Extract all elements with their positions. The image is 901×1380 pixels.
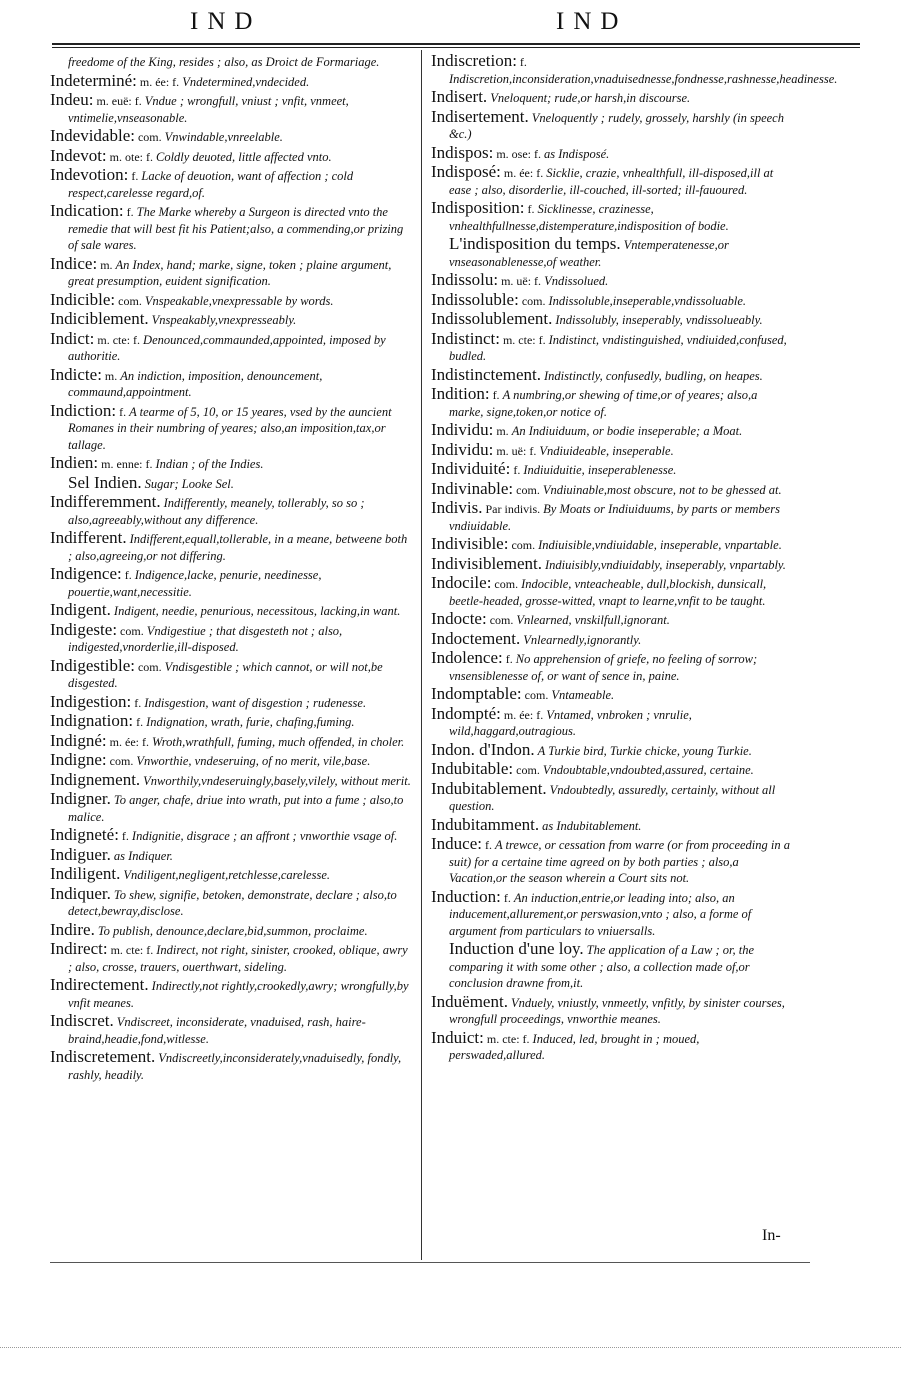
entry-definition: freedome of the King, resides ; also, as Droict de Formariage. — [68, 55, 380, 69]
entry-headword: Indissoluble: — [431, 289, 519, 309]
entry-grammar: com. — [491, 577, 522, 591]
entry-definition: To shew, signifie, betoken, demonstrate, declare ; also,to detect,bewray,disclose. — [68, 887, 397, 918]
dictionary-entry — [50, 128, 414, 146]
entry-definition: Vndue ; wrongfull, vniust ; vnfit, vnmeet, vntimelie,vnseasonable. — [68, 94, 349, 125]
entry-headword: Indigestion: — [50, 691, 132, 711]
entry-definition: Vndiuideable, inseperable. — [539, 443, 674, 458]
entry-definition: Indiuisible,vndiuidable, inseperable, vnpartable. — [538, 538, 782, 552]
entry-definition: Vneloquently ; rudely, grossely, harshly (in speech &c.) — [449, 110, 784, 141]
entry-grammar: m. — [97, 257, 116, 272]
entry-definition: Indiscretion,inconsideration,vnaduisednesse,fondnesse,rashnesse,headinesse. — [449, 71, 838, 86]
entry-headword: Indire. — [50, 919, 95, 939]
dictionary-entry — [50, 919, 414, 940]
entry-grammar: f. — [133, 715, 147, 729]
entry-headword: Indirect: — [50, 939, 108, 958]
dictionary-entry — [50, 844, 414, 865]
entry-headword: Indisposition: — [431, 198, 525, 217]
entry-definition: Indigence,lacke, penurie, needinesse, pouertie,want,necessitie. — [68, 568, 322, 599]
right-column — [431, 51, 838, 1066]
dictionary-entry — [431, 236, 793, 270]
entry-definition: Indiuiduitie, inseperablenesse. — [523, 463, 677, 477]
entry-headword: Indispos: — [431, 142, 494, 162]
entry-headword: Indevotion: — [50, 165, 129, 184]
entry-definition: By Moats or Indiuiduums, by parts or members vndiuidable. — [449, 502, 780, 533]
catchword: In- — [762, 1227, 781, 1244]
entry-headword: Indignation: — [50, 711, 134, 730]
dictionary-entry — [50, 203, 414, 254]
entry-headword: Indivinable: — [431, 478, 514, 498]
dictionary-entry — [431, 51, 838, 87]
dictionary-entry — [50, 602, 414, 620]
entry-grammar: m. cte: f. — [499, 332, 549, 347]
entry-grammar: f. — [481, 838, 495, 852]
entry-headword: Indict: — [50, 328, 95, 348]
entry-grammar: f. — [116, 404, 130, 419]
entry-definition: Vndoubtable,vndoubted,assured, certaine. — [542, 763, 754, 777]
entry-grammar: com. — [513, 482, 543, 497]
entry-definition: Indirectly,not rightly,crookedly,awry; wrongfully,by vnfit meanes. — [68, 979, 409, 1010]
dictionary-entry — [431, 289, 793, 310]
entry-definition: Sicklie, crazie, vnhealthfull, ill-disposed,ill at ease ; also, disorderlie, ill-couched, ill-sorted; ill-fauoured. — [449, 166, 774, 197]
dictionary-entry — [431, 364, 793, 385]
entry-grammar: com. — [117, 623, 147, 638]
entry-headword: Indivisible: — [431, 534, 509, 553]
dictionary-entry — [50, 769, 414, 790]
entry-headword: Indiciblement. — [50, 309, 149, 328]
dictionary-entry — [50, 167, 414, 201]
entry-headword: Indien: — [50, 453, 99, 472]
entry-definition: Indigent, needie, penurious, necessitous, lacking,in want. — [113, 604, 401, 618]
entry-headword: Induction d'une loy. — [449, 939, 584, 958]
dictionary-entry — [431, 1027, 793, 1064]
entry-headword: Indigné: — [50, 730, 107, 750]
dictionary-entry — [431, 575, 793, 609]
dictionary-entry — [50, 713, 414, 731]
dictionary-entry — [431, 311, 793, 329]
entry-definition: Vnwindable,vnreelable. — [164, 130, 283, 144]
entry-headword: L'indisposition du temps. — [449, 234, 621, 253]
entry-headword: Indocte: — [431, 609, 487, 628]
entry-headword: Indignement. — [50, 769, 141, 789]
entry-grammar: m. cte: f. — [94, 332, 144, 347]
dictionary-entry — [431, 200, 793, 234]
entry-grammar: f. — [502, 652, 516, 666]
entry-grammar: f. — [131, 695, 145, 710]
entry-definition: Vneloquent; rude,or harsh,in discourse. — [490, 91, 691, 105]
dictionary-entry — [431, 703, 793, 740]
entry-definition: Vntemperatenesse,or vnseasonablenesse,of weather. — [449, 238, 729, 269]
entry-definition: Indisgestion, want of disgestion ; rudenesse. — [144, 695, 367, 710]
entry-headword: Indigeste: — [50, 619, 118, 639]
entry-definition: To anger, chafe, driue into wrath, put into a fume ; also,to malice. — [68, 793, 404, 824]
entry-definition: Vnduely, vniustly, vnmeetly, vnfitly, by sinister courses, wrongfull proceedings, vnworthie meanes. — [449, 995, 785, 1026]
dictionary-entry — [50, 827, 414, 845]
entry-grammar: f. — [123, 205, 137, 219]
entry-definition: Vndissolued. — [544, 274, 609, 288]
entry-grammar: com. — [508, 538, 539, 552]
entry-headword: Indon. d'Indon. — [431, 739, 535, 759]
entry-grammar: m. cte: f. — [107, 943, 157, 957]
entry-definition: Vnspeakably,vnexpresseably. — [151, 313, 297, 327]
header-rule — [52, 43, 860, 45]
entry-definition: Indissoluble,inseperable,vndissoluable. — [548, 293, 747, 308]
entry-grammar: m. ote: f. — [106, 149, 156, 164]
dictionary-entry — [50, 883, 414, 920]
entry-definition: Indignation, wrath, furie, chafing,fuming. — [146, 715, 355, 729]
running-head-right: IND — [556, 8, 628, 35]
entry-definition: Vndisgestible ; which cannot, or will not,be disgested. — [68, 659, 383, 690]
dictionary-entry — [50, 253, 414, 290]
entry-grammar: m. — [101, 368, 121, 383]
entry-grammar: m. ée: f. — [106, 734, 152, 749]
entry-definition: Vnworthie, vndeseruing, of no merit, vile,base. — [136, 754, 371, 768]
dictionary-entry — [50, 364, 414, 401]
entry-definition: Vnspeakable,vnexpressable by words. — [144, 293, 334, 308]
entry-grammar: f. — [128, 169, 142, 183]
dictionary-entry — [431, 106, 793, 143]
dictionary-entry — [431, 461, 793, 479]
entry-grammar: com. — [134, 659, 165, 674]
dictionary-entry — [431, 991, 793, 1028]
entry-headword: Indisert. — [431, 87, 488, 106]
entry-definition: Indifferent,equall,tollerable, in a meane, betweene both ; also,agreeing,or not differing. — [68, 532, 408, 563]
entry-headword: Indication: — [50, 201, 124, 220]
entry-grammar: f. — [489, 388, 503, 402]
entry-grammar: f. — [118, 829, 132, 843]
entry-grammar: com. — [134, 130, 165, 144]
dictionary-entry — [50, 691, 414, 712]
entry-definition: An Index, hand; marke, signe, token ; plaine argument, great presumption, euident signification. — [68, 257, 392, 288]
entry-headword: Indice: — [50, 253, 98, 273]
dictionary-entry — [50, 866, 414, 884]
dictionary-entry — [50, 977, 414, 1011]
dictionary-entry — [431, 611, 793, 629]
entry-headword: Indiction: — [50, 400, 117, 420]
entry-definition: Vndetermined,vndecided. — [182, 74, 310, 89]
entry-grammar: m. uë: f. — [498, 274, 545, 288]
dictionary-entry — [431, 739, 793, 760]
entry-headword: Indisertement. — [431, 106, 529, 126]
entry-definition: as Indisposé. — [544, 146, 610, 161]
entry-headword: Induce: — [431, 834, 482, 853]
dictionary-entry — [50, 941, 414, 975]
entry-grammar: f. — [500, 890, 514, 905]
entry-headword: Indeterminé: — [50, 70, 137, 90]
dictionary-entry — [50, 455, 414, 473]
entry-grammar: m. euë: f. — [93, 94, 145, 108]
entry-headword: Indomptable: — [431, 684, 522, 703]
entry-definition: as Indubitablement. — [542, 818, 642, 833]
entry-headword: Indubitable: — [431, 759, 514, 778]
entry-definition: Vndiuinable,most obscure, not to be ghessed at. — [542, 482, 782, 497]
dictionary-entry — [50, 730, 414, 751]
entry-headword: Induict: — [431, 1027, 484, 1047]
entry-definition: as Indiquer. — [113, 848, 173, 863]
dictionary-entry — [431, 478, 793, 499]
entry-headword: Indissolublement. — [431, 309, 553, 328]
dictionary-entry — [431, 686, 793, 704]
dictionary-entry — [431, 761, 793, 779]
dictionary-entry — [431, 328, 793, 365]
entry-definition: Indirect, not right, sinister, crooked, oblique, awry ; also, crosse, trauers, ouerthwart, sideling. — [68, 943, 408, 974]
dictionary-entry — [50, 70, 414, 91]
entry-headword: Individu: — [431, 439, 494, 459]
entry-definition: A Turkie bird, Turkie chicke, young Turkie. — [537, 743, 752, 758]
running-head-left: IND — [190, 8, 262, 35]
entry-grammar: com. — [513, 763, 543, 777]
dictionary-entry — [50, 311, 414, 329]
entry-definition: Indocible, vnteacheable, dull,blockish, dunsicall, beetle-headed, grosse-witted, vnapt to learne,vnfit to be taught. — [449, 577, 767, 608]
entry-definition: Vndiscreet, inconsiderate, vnaduised, rash, haire-braind,headie,fond,witlesse. — [68, 1015, 366, 1046]
entry-definition: Vntameable. — [551, 688, 615, 702]
dictionary-entry — [431, 89, 793, 107]
dictionary-entry — [50, 145, 414, 166]
entry-grammar: m. ée: f. — [500, 707, 547, 722]
dictionary-entry — [50, 328, 414, 365]
entry-grammar: com. — [115, 293, 145, 308]
dictionary-entry — [50, 53, 414, 71]
entry-definition: Vndiscreetly,inconsiderately,vnaduisedly, fondly, rashly, headily. — [68, 1051, 402, 1082]
dictionary-entry — [431, 272, 793, 290]
entry-headword: Indifferent. — [50, 528, 127, 547]
dictionary-entry — [50, 494, 414, 528]
entry-headword: Indiscretement. — [50, 1047, 156, 1066]
dictionary-entry — [50, 530, 414, 564]
entry-definition: Wroth,wrathfull, fuming, much offended, in choler. — [151, 734, 405, 749]
entry-headword: Individuité: — [431, 459, 511, 478]
entry-definition: Indian ; of the Indies. — [155, 457, 264, 471]
entry-headword: Indompté: — [431, 703, 501, 723]
entry-headword: Indigence: — [50, 564, 122, 583]
entry-headword: Indubitamment. — [431, 814, 540, 834]
entry-grammar: m. cte: f. — [483, 1031, 533, 1046]
entry-grammar: m. ose: f. — [493, 146, 545, 161]
dictionary-entry — [431, 553, 793, 574]
entry-definition: An Indiuiduum, or bodie inseperable; a Moat. — [511, 424, 743, 438]
entry-grammar: f. — [510, 463, 524, 477]
dictionary-entry — [431, 439, 793, 460]
entry-grammar: com. — [486, 613, 517, 627]
entry-definition: Vndigestiue ; that disgesteth not ; also, indigested,vnorderlie,ill-disposed. — [68, 623, 343, 654]
entry-definition: Vntamed, vnbroken ; vnrulie, wild,haggard,outragious. — [449, 707, 692, 738]
entry-definition: Vndiligent,negligent,retchlesse,carelesse. — [123, 868, 331, 882]
entry-grammar: Par indivis. — [482, 502, 544, 516]
dictionary-entry — [431, 536, 793, 554]
entry-definition: Vnlearned, vnskilfull,ignorant. — [516, 613, 670, 627]
entry-headword: Indeu: — [50, 90, 94, 109]
entry-headword: Indiguer. — [50, 844, 111, 864]
entry-headword: Indiligent. — [50, 864, 121, 883]
dictionary-entry — [431, 886, 793, 940]
entry-headword: Indissolu: — [431, 270, 499, 289]
dictionary-entry — [431, 422, 793, 440]
entry-definition: Indissolubly, inseperably, vndissolueably. — [555, 313, 763, 327]
entry-grammar: m. uë: f. — [493, 443, 540, 458]
entry-headword: Sel Indien. — [68, 472, 142, 492]
entry-definition: An induction,entrie,or leading into; also, an inducement,allurement,or perswasion,vnto ; also, a forme of argument from particulars to vniuersalls. — [449, 890, 752, 938]
entry-definition: Vnlearnedly,ignorantly. — [523, 632, 642, 647]
entry-definition: Vnworthily,vndeseruingly,basely,vilely, without merit. — [143, 773, 411, 788]
entry-definition: The Marke whereby a Surgeon is directed vnto the remedie that will best fit his Patient;also, a commending,or prizing of sale wares. — [68, 205, 404, 252]
entry-definition: To publish, denounce,declare,bid,summon, proclaime. — [97, 923, 368, 938]
entry-headword: Indoctement. — [431, 628, 521, 648]
entry-definition: A trewce, or cessation from warre (or from proceeding in a suit) for a certaine time agreed on by both parties ; also,a Vacation,or the season wherein a Court sits not. — [449, 838, 790, 885]
entry-grammar: com. — [106, 754, 137, 768]
entry-headword: Indevot: — [50, 145, 107, 165]
entry-grammar: m. — [493, 424, 512, 438]
footer-rule — [50, 1262, 810, 1263]
entry-definition: Denounced,commaunded,appointed, imposed by authoritie. — [68, 332, 386, 363]
dictionary-entry — [431, 836, 793, 887]
header-rule-thin — [52, 47, 860, 48]
dictionary-entry — [50, 472, 414, 493]
entry-definition: The application of a Law ; or, the comparing it with some other ; also, a collection made of,or conclusion drawne from,it. — [449, 943, 755, 990]
dictionary-entry — [50, 1013, 414, 1047]
dictionary-entry — [50, 92, 414, 126]
dictionary-entry — [431, 814, 793, 835]
left-column — [50, 53, 414, 1085]
entry-definition: Indistinct, vndistinguished, vndiuided,confused, budled. — [449, 332, 787, 363]
dictionary-entry — [50, 655, 414, 692]
entry-grammar: com. — [521, 688, 552, 702]
entry-headword: Indolence: — [431, 648, 503, 667]
dictionary-entry — [431, 386, 793, 420]
entry-definition: Induced, led, brought in ; moued, perswaded,allured. — [449, 1031, 700, 1062]
entry-definition: A numbring,or shewing of time,or of yeares; also,a marke, signe,token,or notice of. — [449, 388, 758, 419]
entry-headword: Indocile: — [431, 573, 492, 592]
dictionary-entry — [50, 619, 414, 656]
entry-headword: Indivis. — [431, 498, 483, 517]
entry-headword: Indicte: — [50, 364, 102, 384]
dictionary-entry — [50, 752, 414, 770]
scan-edge-dots — [0, 1347, 901, 1350]
entry-headword: Indicible: — [50, 289, 116, 309]
entry-headword: Indubitablement. — [431, 778, 547, 798]
entry-headword: Indigne: — [50, 750, 107, 769]
entry-headword: Indigner. — [50, 789, 111, 808]
entry-definition: An indiction, imposition, denouncement, commaund,appointment. — [68, 368, 323, 399]
entry-definition: Sugar; Looke Sel. — [144, 476, 234, 491]
entry-headword: Indistinct: — [431, 328, 500, 348]
entry-definition: Coldly deuoted, little affected vnto. — [155, 149, 332, 164]
entry-headword: Indition: — [431, 384, 490, 403]
entry-definition: Indiuisibly,vndiuidably, inseperably, vnpartably. — [544, 557, 786, 572]
page-header — [0, 8, 901, 40]
column-divider — [421, 50, 422, 1260]
entry-definition: Lacke of deuotion, want of affection ; cold respect,carelesse regard,of. — [68, 169, 354, 200]
entry-definition: Indifferently, meanely, tollerably, so so ; also,agreeably,without any difference. — [68, 496, 365, 527]
entry-headword: Indigneté: — [50, 825, 119, 844]
dictionary-entry — [431, 941, 793, 992]
dictionary-entry — [431, 142, 793, 163]
entry-definition: Sicklinesse, crazinesse, vnhealthfullnesse,distemperature,indisposition of bodie. — [449, 202, 729, 233]
entry-headword: Indistinctement. — [431, 364, 542, 384]
entry-grammar: f. — [121, 568, 135, 582]
entry-definition: No apprehension of griefe, no feeling of sorrow; vnsensiblenesse of, or want of sence in, paine. — [449, 652, 758, 683]
entry-headword: Indigent. — [50, 600, 111, 619]
entry-grammar: m. enne: f. — [98, 457, 156, 471]
entry-headword: Indiscret. — [50, 1011, 114, 1030]
dictionary-entry — [431, 778, 793, 815]
entry-headword: Indiquer. — [50, 883, 111, 903]
entry-headword: Induction: — [431, 886, 501, 906]
entry-definition: Vndoubtedly, assuredly, certainly, without all question. — [449, 782, 776, 813]
entry-headword: Indifferemment. — [50, 492, 161, 511]
entry-grammar: f. — [524, 202, 538, 216]
dictionary-entry — [50, 1049, 414, 1083]
entry-headword: Individu: — [431, 420, 494, 439]
entry-definition: Indignitie, disgrace ; an affront ; vnworthie vsage of. — [131, 829, 398, 843]
entry-definition: Indistinctly, confusedly, budling, on heapes. — [544, 368, 763, 383]
dictionary-entry — [431, 164, 793, 198]
entry-headword: Induëment. — [431, 991, 508, 1011]
entry-definition: A tearme of 5, 10, or 15 yeares, vsed by the auncient Romanes in their numbring of yeares; also,an imposition,tax,or tallage. — [68, 404, 392, 452]
dictionary-entry — [431, 650, 793, 684]
dictionary-entry — [50, 289, 414, 310]
entry-grammar: m. ée: f. — [500, 166, 547, 180]
entry-headword: Indiscretion: — [431, 51, 517, 70]
dictionary-entry — [431, 628, 793, 649]
dictionary-entry — [50, 400, 414, 454]
entry-grammar: com. — [518, 293, 549, 308]
entry-grammar: f. — [516, 55, 527, 69]
dictionary-entry — [431, 500, 793, 534]
entry-headword: Indivisiblement. — [431, 553, 542, 573]
dictionary-entry — [50, 791, 414, 825]
entry-headword: Indisposé: — [431, 162, 501, 181]
entry-headword: Indirectement. — [50, 975, 149, 994]
dictionary-entry — [50, 566, 414, 600]
entry-headword: Indigestible: — [50, 655, 135, 675]
entry-grammar: m. ée: f. — [136, 74, 183, 89]
entry-headword: Indevidable: — [50, 126, 135, 145]
